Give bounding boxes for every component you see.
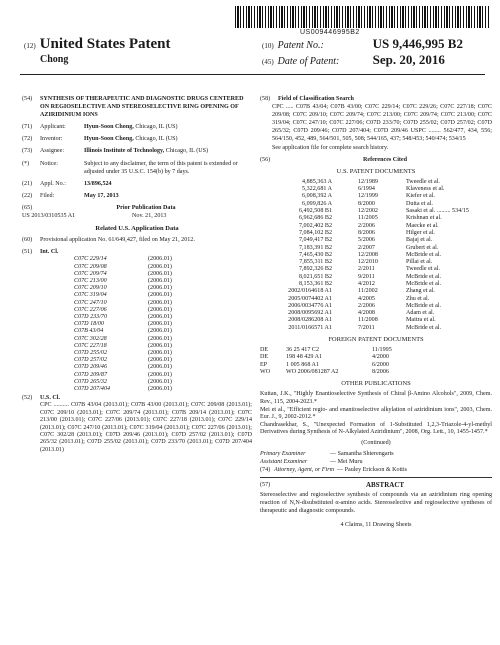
int-cl-class: C07D 255/02 <box>74 350 108 357</box>
field-heading: Field of Classification Search <box>278 96 354 102</box>
foreign-ref-row <box>260 362 492 369</box>
other-pub-entry: Mei et al., "Efficient regio- and enantioselective alkylation of aziridinium ions", 2003, Chem. Eur. J., 9, 2002-2012.* <box>260 406 492 421</box>
us-ref-number: 6,008,392 A <box>302 193 332 200</box>
refs-section <box>260 156 492 164</box>
us-ref-row <box>260 259 492 266</box>
foreign-ref-number: WO 2006/081287 A2 <box>286 369 339 376</box>
us-ref-date: 4/2005 <box>358 295 375 302</box>
us-ref-name: Maitra et al. <box>406 317 436 324</box>
int-cl-class: C07D 207/404 <box>74 386 111 393</box>
us-ref-number: 6,962,686 B2 <box>298 215 332 222</box>
int-cl-row <box>22 292 252 299</box>
us-ref-date: 2/2011 <box>358 266 375 273</box>
inventor-place: Chicago, IL (US) <box>133 136 178 143</box>
us-ref-name: McBride et al. <box>406 251 442 258</box>
int-cl-row <box>22 321 252 328</box>
us-ref-spacer <box>336 310 358 317</box>
int-cl-section <box>22 248 252 256</box>
us-ref-number: 7,084,102 B2 <box>298 229 332 236</box>
int-cl-date: (2006.01) <box>148 306 172 313</box>
int-cl-date: (2006.01) <box>148 357 172 364</box>
int-cl-date: (2006.01) <box>148 299 172 306</box>
us-refs-list <box>260 179 492 332</box>
int-cl-class: C07C 213/00 <box>74 278 107 285</box>
us-ref-name: McBride et al. <box>406 324 442 331</box>
int-cl-class: C07D 18/00 <box>74 321 104 328</box>
us-ref-date: 8/2006 <box>358 229 375 236</box>
us-ref-row <box>260 252 492 259</box>
patent-date-row <box>262 52 463 68</box>
prior-pub-code: (65) <box>22 204 33 211</box>
us-cl-label: U.S. Cl. <box>40 395 60 402</box>
us-ref-number: 7,183,391 B2 <box>298 244 332 251</box>
attorney-name: — Pauley Erickson & Kottis <box>336 466 408 473</box>
int-cl-date: (2006.01) <box>148 285 172 292</box>
us-ref-row <box>260 266 492 273</box>
notice-label: Notice: <box>40 160 58 167</box>
applicant-place: Chicago, IL (US) <box>133 124 178 131</box>
int-cl-date: (2006.01) <box>148 292 172 299</box>
us-ref-date: 4/2008 <box>358 310 375 317</box>
notice-text: Subject to any disclaimer, the term of this patent is extended or adjusted under 35 U.S.C. 154(b) by 7 days. <box>84 160 238 175</box>
field-text: CPC ..... C07B 43/04; C07B 43/00; C07C 229/14; C07C 229/26; C07C 227/18; C07C 209/08; C07C 209/10; C07C 209/74; C07C 213/00; C07C 209/74; C07C 213/00; C07C 319/04; C07C 247/10; C07C 227/06; C07D 233/70; C07D 255/02; C07D 257/02; C07D 265/32; C07D 209/46; C07D 207/404; C07D 209/46 USPC ........ 562/477, 434, 556; 564/150, 452, 489, 564/501, 505, 508; 544/165, 437; 548/453; 540/474; 534/15 <box>272 104 492 143</box>
other-pubs-list <box>260 391 492 436</box>
foreign-ref-number: 198 48 429 A1 <box>286 354 323 361</box>
related-heading: Related U.S. Application Data <box>95 225 179 233</box>
applicant-section <box>22 123 252 131</box>
us-ref-date: 12/2002 <box>358 208 378 215</box>
us-ref-number: 5,322,681 A <box>302 186 332 193</box>
inventor-name: Hyun-Soon Chong, <box>84 136 134 143</box>
int-cl-class: C07C 229/14 <box>74 256 107 263</box>
inventor-section <box>22 135 252 143</box>
us-ref-spacer <box>336 179 358 186</box>
continued-note: (Continued) <box>361 439 391 446</box>
us-ref-name: Zhu et al. <box>406 295 430 302</box>
field-note: See application file for complete search history. <box>272 144 389 151</box>
int-cl-class: C07D 257/02 <box>74 357 108 364</box>
us-ref-date: 8/2000 <box>358 200 375 207</box>
foreign-ref-country: DE <box>260 354 269 361</box>
assignee-name: Illinois Institute of Technology, <box>84 148 165 155</box>
patent-date: Sep. 20, 2016 <box>372 52 445 67</box>
claims-drawings: 4 Claims, 11 Drawing Sheets <box>340 522 412 529</box>
us-ref-spacer <box>336 288 358 295</box>
foreign-ref-spacer <box>346 354 372 361</box>
us-ref-spacer <box>336 215 358 222</box>
prior-pub-section <box>22 204 252 212</box>
us-ref-spacer <box>336 325 358 332</box>
int-cl-row <box>22 278 252 285</box>
int-cl-class: C07C 209/08 <box>74 263 107 270</box>
us-ref-name: Sasaki et al. ......... 534/15 <box>406 208 469 215</box>
int-cl-date: (2006.01) <box>148 263 172 270</box>
us-ref-number: 6,099,826 A <box>302 200 332 207</box>
foreign-ref-spacer <box>346 369 372 376</box>
abstract-text: Stereoselective and regioselective synthesis of compounds via an aziridinium ring opening reaction of N,N-disubstituted α-amino acids. Stereoselective and regioselective syntheses of therapeutic and diagnostic compounds. <box>260 492 492 515</box>
foreign-ref-country: EP <box>260 361 268 368</box>
title-code: (54) <box>22 96 33 102</box>
int-cl-class: C07D 233/70 <box>74 314 108 321</box>
patent-no-code: (10) <box>262 42 274 50</box>
us-ref-row <box>260 288 492 295</box>
us-ref-name: Tweedle et al. <box>406 178 440 185</box>
us-ref-name: Dutta et al. <box>406 200 433 207</box>
foreign-ref-row <box>260 347 492 354</box>
int-cl-row <box>22 372 252 379</box>
us-ref-date: 12/2008 <box>358 251 378 258</box>
foreign-ref-date: 11/1995 <box>372 347 392 354</box>
us-ref-date: 12/1989 <box>358 178 378 185</box>
abstract-rule <box>260 477 492 478</box>
us-ref-row <box>260 230 492 237</box>
us-ref-spacer <box>336 223 358 230</box>
us-ref-spacer <box>336 281 358 288</box>
us-ref-date: 9/2011 <box>358 273 375 280</box>
us-ref-date: 11/2008 <box>358 317 378 324</box>
us-ref-spacer <box>336 252 358 259</box>
assignee-place: Chicago, IL (US) <box>164 148 209 155</box>
us-ref-date: 2/2006 <box>358 222 375 229</box>
us-ref-row <box>260 317 492 324</box>
us-ref-spacer <box>336 193 358 200</box>
prior-pub-date: Nov. 21, 2013 <box>132 213 167 220</box>
us-ref-name: Maecke et al. <box>406 222 439 229</box>
prior-pub-row <box>22 212 252 220</box>
foreign-ref-spacer <box>346 362 372 369</box>
assistant-examiner-label: Assistant Examiner <box>260 458 308 465</box>
primary-examiner-label: Primary Examiner <box>260 450 306 457</box>
us-ref-name: McBride et al. <box>406 273 442 280</box>
foreign-ref-country: WO <box>260 369 271 376</box>
us-ref-spacer <box>336 317 358 324</box>
us-docs-heading: U.S. PATENT DOCUMENTS <box>336 167 416 175</box>
foreign-ref-row <box>260 354 492 361</box>
int-cl-date: (2006.01) <box>148 328 172 335</box>
us-ref-spacer <box>336 266 358 273</box>
us-ref-number: 2005/0074402 A1 <box>288 295 332 302</box>
us-ref-date: 4/2012 <box>358 281 375 287</box>
int-cl-date: (2006.01) <box>148 270 172 277</box>
foreign-docs-heading: FOREIGN PATENT DOCUMENTS <box>328 336 424 344</box>
filed-code: (22) <box>22 192 33 199</box>
assignee-label: Assignee: <box>40 148 65 155</box>
us-ref-row <box>260 281 492 288</box>
int-cl-class: C07C 247/10 <box>74 299 107 306</box>
appl-section <box>22 180 252 188</box>
inventor-label: Inventor: <box>40 136 63 143</box>
us-ref-name: McBride et al. <box>406 302 442 309</box>
other-pubs-heading: OTHER PUBLICATIONS <box>341 380 411 388</box>
date-code: (45) <box>262 58 274 66</box>
us-ref-date: 2/2006 <box>358 302 375 309</box>
assignee-section <box>22 147 252 155</box>
foreign-refs-list <box>260 347 492 376</box>
us-ref-number: 7,002,402 B2 <box>298 222 332 229</box>
other-pub-entry: Chandrasekhar, S., "Unexpected Formation of 1-Substituted 1,2,3-Triazole-4-yl-methyl Derivatives during Synthesis of N-Alkylated Aziridinium", 2008, Org. Lett., 10, 1455-1457.* <box>260 422 492 436</box>
us-ref-spacer <box>336 303 358 310</box>
us-ref-date: 11/2002 <box>358 288 378 295</box>
int-cl-class: C07C 209/10 <box>74 285 107 292</box>
right-column <box>260 95 492 530</box>
header-left <box>24 36 171 65</box>
us-ref-spacer <box>336 230 358 237</box>
us-ref-date: 11/2005 <box>358 215 378 222</box>
appl-label: Appl. No.: <box>40 180 66 187</box>
us-ref-number: 7,049,417 B2 <box>298 237 332 244</box>
int-cl-date: (2006.01) <box>148 350 172 357</box>
foreign-ref-date: 6/2000 <box>372 361 389 368</box>
us-ref-row <box>260 186 492 193</box>
other-pub-entry: Kuttan, J.K., "Highly Enantioselective Synthesis of Chiral β-Amino Alcohols", 2009, Chem. Rev., 115, 2004-2023.* <box>260 391 492 405</box>
us-ref-row <box>260 296 492 303</box>
us-ref-number: 8,153,361 B2 <box>298 281 332 287</box>
abstract-code: (57) <box>260 482 271 489</box>
us-ref-name: Grubert et al. <box>406 244 439 251</box>
int-cl-row <box>22 307 252 314</box>
barcode-number: US009446995B2 <box>300 29 360 36</box>
left-column <box>22 95 252 454</box>
int-cl-class: C07B 43/04 <box>74 328 104 335</box>
attorney-label: Attorney, Agent, or Firm <box>274 466 334 473</box>
int-cl-row <box>22 256 252 263</box>
filed-date: May 17, 2013 <box>84 192 119 199</box>
assignee-code: (73) <box>22 148 33 155</box>
us-ref-spacer <box>336 237 358 244</box>
int-cl-class: C07C 227/18 <box>74 342 107 349</box>
int-cl-date: (2006.01) <box>148 278 172 285</box>
int-cl-date: (2006.01) <box>148 364 172 371</box>
us-ref-name: Bajaj et al. <box>406 237 433 244</box>
us-ref-number: 4,885,363 A <box>302 178 332 185</box>
refs-code: (56) <box>260 156 271 163</box>
us-ref-number: 2011/0166571 A1 <box>288 324 332 331</box>
int-cl-date: (2006.01) <box>148 386 172 393</box>
us-ref-row <box>260 193 492 200</box>
int-cl-row <box>22 285 252 292</box>
patent-no-label: Patent No.: <box>277 40 324 51</box>
us-ref-date: 12/1999 <box>358 193 378 200</box>
int-cl-date: (2006.01) <box>148 371 172 378</box>
country-code: (12) <box>24 42 36 50</box>
notice-section <box>22 160 252 176</box>
us-ref-spacer <box>336 208 358 215</box>
foreign-ref-number: 36 25 417 C2 <box>286 347 320 354</box>
int-cl-code: (51) <box>22 249 33 256</box>
us-ref-name: Zhang et al. <box>406 288 435 295</box>
inventor-short: Chong <box>40 54 69 65</box>
country-title: United States Patent <box>39 36 171 52</box>
us-cl-text: CPC .......... C07B 43/04 (2013.01); C07B 43/00 (2013.01); C07C 209/08 (2013.01); C07C 209/10 (2013.01); C07C 209/74 (2013.01); C07B 209/14 (2013.01); C07C 213/00 (2013.01); C07C 227/06 (2013.01); C07C 227/18 (2013.01); C07C 229/14 (2013.01); C07C 247/10 (2013.01); C07C 319/04 (2013.01); C07C 227/06 (2013.01); C07C 302/28 (2013.01); C07D 209/46 (2013.01); C07D 257/02 (2013.01); C07D 265/32 (2013.01); C07D 255/02 (2013.01); C07D 233/70 (2013.01); C07D 207/404 (2013.01) <box>40 402 252 453</box>
int-cl-row <box>22 336 252 343</box>
int-cl-class: C07C 319/04 <box>74 292 107 299</box>
int-cl-row <box>22 328 252 335</box>
foreign-ref-number: 1 005 868 A1 <box>286 361 320 368</box>
us-ref-number: 2002/0164618 A1 <box>288 288 332 295</box>
us-ref-row <box>260 237 492 244</box>
us-ref-date: 2/2007 <box>358 244 375 251</box>
us-ref-spacer <box>336 245 358 252</box>
us-ref-row <box>260 201 492 208</box>
applicant-label: Applicant: <box>40 124 66 131</box>
int-cl-row <box>22 364 252 371</box>
int-cl-date: (2006.01) <box>148 314 172 321</box>
us-ref-date: 5/2006 <box>358 237 375 244</box>
primary-examiner <box>260 450 492 458</box>
int-cl-row <box>22 264 252 271</box>
appl-code: (21) <box>22 180 33 187</box>
us-ref-row <box>260 223 492 230</box>
int-cl-row <box>22 314 252 321</box>
attorney-row <box>260 466 492 474</box>
us-ref-spacer <box>336 186 358 193</box>
int-cl-date: (2006.01) <box>148 335 172 342</box>
us-ref-name: Krishnan et al. <box>406 215 442 222</box>
us-ref-name: Kiefer et al. <box>406 193 435 200</box>
appl-number: 13/896,524 <box>84 180 112 187</box>
us-ref-name: Klaveness et al. <box>406 186 445 193</box>
applicant-name: Hyun-Soon Chong, <box>84 124 134 131</box>
us-ref-date: 7/2011 <box>358 324 375 331</box>
us-ref-date: 6/1994 <box>358 186 375 193</box>
int-cl-row <box>22 357 252 364</box>
int-cl-row <box>22 300 252 307</box>
inventor-code: (72) <box>22 136 33 143</box>
int-cl-class: C07D 209/46 <box>74 364 108 371</box>
us-ref-name: Hilger et al. <box>406 229 435 236</box>
related-code: (60) <box>22 237 33 244</box>
us-ref-number: 2008/0095692 A1 <box>288 310 332 317</box>
header-rule <box>20 74 485 75</box>
us-ref-row <box>260 274 492 281</box>
foreign-ref-date: 8/2006 <box>372 369 389 376</box>
us-ref-name: Pillai et al. <box>406 259 433 266</box>
us-ref-name: McBride et al. <box>406 281 442 287</box>
int-cl-row <box>22 379 252 386</box>
barcode <box>235 6 490 28</box>
us-ref-name: Adam et al. <box>406 310 435 317</box>
refs-heading: References Cited <box>362 156 408 163</box>
us-ref-number: 7,465,430 B2 <box>298 251 332 258</box>
patent-number: US 9,446,995 B2 <box>372 36 463 51</box>
attorney-code: (74) <box>260 466 271 473</box>
assistant-examiner <box>260 458 492 466</box>
us-ref-number: 7,855,311 B2 <box>299 259 332 266</box>
related-text: Provisional application No. 61/649,427, filed on May 21, 2012. <box>40 237 195 244</box>
us-ref-number: 6,492,508 B1 <box>298 208 332 215</box>
foreign-ref-row <box>260 369 492 376</box>
header-right <box>262 36 463 68</box>
abstract-heading: ABSTRACT <box>365 481 405 490</box>
foreign-ref-spacer <box>346 347 372 354</box>
us-ref-row <box>260 245 492 252</box>
filed-label: Filed: <box>40 192 55 199</box>
us-ref-row <box>260 303 492 310</box>
us-ref-number: 2006/0034776 A1 <box>288 302 332 309</box>
int-cl-date: (2006.01) <box>148 256 172 263</box>
us-ref-number: 7,892,326 B2 <box>298 266 332 273</box>
notice-code: (*) <box>22 160 30 167</box>
patent-number-row <box>262 36 463 52</box>
us-ref-number: 2008/0286208 A1 <box>288 317 332 324</box>
us-ref-date: 12/2010 <box>358 259 378 266</box>
us-ref-spacer <box>336 274 358 281</box>
int-cl-class: C07D 265/32 <box>74 378 108 385</box>
int-cl-list <box>22 256 252 393</box>
prior-pub-number: US 2013/0310535 A1 <box>22 213 76 220</box>
int-cl-class: C07C 227/06 <box>74 306 107 313</box>
int-cl-class: C07C 302/28 <box>74 335 107 342</box>
int-cl-date: (2006.01) <box>148 378 172 385</box>
field-code: (58) <box>260 96 271 102</box>
us-ref-row <box>260 179 492 186</box>
us-ref-spacer <box>336 296 358 303</box>
us-ref-row <box>260 215 492 222</box>
int-cl-date: (2006.01) <box>148 321 172 328</box>
us-ref-spacer <box>336 201 358 208</box>
title-section <box>22 95 252 119</box>
us-ref-row <box>260 208 492 215</box>
int-cl-row <box>22 350 252 357</box>
abstract-heading-row <box>260 481 492 489</box>
foreign-ref-date: 4/2000 <box>372 354 389 361</box>
int-cl-date: (2006.01) <box>148 342 172 349</box>
assistant-examiner-name: — Mei Muru <box>330 458 363 465</box>
int-cl-class: C07C 209/74 <box>74 270 107 277</box>
applicant-code: (71) <box>22 124 33 131</box>
us-ref-row <box>260 310 492 317</box>
int-cl-row <box>22 271 252 278</box>
foreign-ref-country: DE <box>260 347 269 354</box>
int-cl-row <box>22 386 252 393</box>
int-cl-class: C07D 209/87 <box>74 371 108 378</box>
us-ref-spacer <box>336 259 358 266</box>
int-cl-label: Int. Cl. <box>40 249 59 256</box>
related-section <box>22 236 252 244</box>
us-ref-row <box>260 325 492 332</box>
us-cl-code: (52) <box>22 395 33 402</box>
primary-examiner-name: — Samantha Shterengarts <box>330 450 394 457</box>
us-ref-name: Tweedle et al. <box>406 266 440 273</box>
us-ref-number: 8,021,651 B2 <box>298 273 332 280</box>
date-label: Date of Patent: <box>277 56 340 67</box>
int-cl-row <box>22 343 252 350</box>
invention-title: SYNTHESIS OF THERAPEUTIC AND DIAGNOSTIC DRUGS CENTERED ON REGIOSELECTIVE AND STEREOSELECTIVE RING OPENING OF AZIRIDINIUM IONS <box>40 96 244 119</box>
field-section <box>260 95 492 103</box>
prior-pub-heading: Prior Publication Data <box>116 204 176 211</box>
filed-section <box>22 192 252 200</box>
